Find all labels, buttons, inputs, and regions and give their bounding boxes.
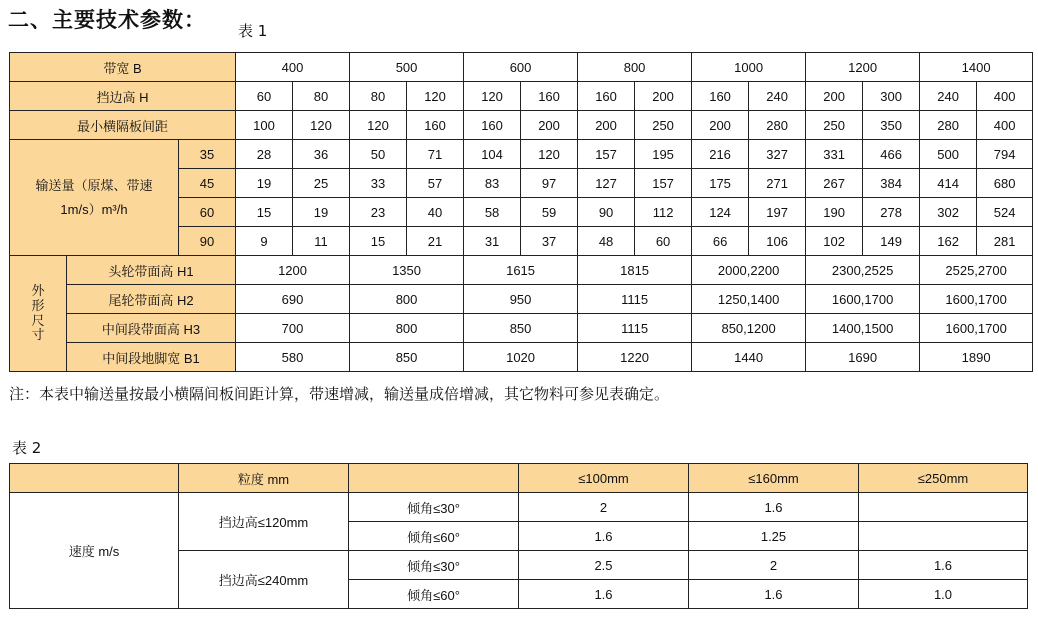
dimension-value: 800 — [350, 314, 464, 343]
capacity-value: 414 — [920, 169, 977, 198]
dimension-label: 中间段地脚宽 B1 — [67, 343, 236, 372]
dimensions-label-char: 形 — [31, 297, 45, 313]
capacity-value: 124 — [692, 198, 749, 227]
capacity-value: 48 — [578, 227, 635, 256]
dimension-value: 1890 — [920, 343, 1033, 372]
edge-height-value: 160 — [578, 82, 635, 111]
belt-width-value: 600 — [464, 53, 578, 82]
capacity-value: 120 — [521, 140, 578, 169]
capacity-value: 524 — [977, 198, 1033, 227]
min-spacing-value: 400 — [977, 111, 1033, 140]
capacity-value: 19 — [293, 198, 350, 227]
speed-value — [859, 522, 1028, 551]
dimension-value: 580 — [236, 343, 350, 372]
min-spacing-value: 250 — [806, 111, 863, 140]
dimensions-label-char: 寸 — [31, 327, 45, 343]
capacity-value: 19 — [236, 169, 293, 198]
capacity-label-line1: 输送量（原煤、带速 — [35, 178, 153, 194]
edge-height-value: 240 — [749, 82, 806, 111]
dimension-value: 1020 — [464, 343, 578, 372]
capacity-value: 216 — [692, 140, 749, 169]
capacity-angle: 90 — [179, 227, 236, 256]
dimension-value: 950 — [464, 285, 578, 314]
dimension-value: 1400,1500 — [806, 314, 920, 343]
capacity-value: 281 — [977, 227, 1033, 256]
dimension-value: 1815 — [578, 256, 692, 285]
speed-value: 1.25 — [689, 522, 859, 551]
table-row — [10, 314, 1033, 343]
capacity-value: 25 — [293, 169, 350, 198]
dimension-label: 中间段带面高 H3 — [67, 314, 236, 343]
capacity-value: 278 — [863, 198, 920, 227]
min-spacing-value: 280 — [749, 111, 806, 140]
table-row — [10, 343, 1033, 372]
capacity-value: 83 — [464, 169, 521, 198]
capacity-value: 190 — [806, 198, 863, 227]
dimension-label: 头轮带面高 H1 — [67, 256, 236, 285]
dimensions-label-char: 尺 — [31, 312, 45, 328]
header-size-col: ≤100mm — [519, 464, 689, 493]
row-label-belt-width: 带宽 B — [10, 53, 236, 82]
header-blank-cell — [349, 464, 519, 493]
capacity-value: 195 — [635, 140, 692, 169]
capacity-value: 59 — [521, 198, 578, 227]
row-label-edge-height: 挡边高 H — [10, 82, 236, 111]
capacity-value: 102 — [806, 227, 863, 256]
capacity-value: 50 — [350, 140, 407, 169]
table-row — [10, 111, 1033, 140]
belt-width-value: 1400 — [920, 53, 1033, 82]
capacity-angle: 35 — [179, 140, 236, 169]
speed-value: 1.6 — [519, 522, 689, 551]
table-row — [10, 140, 1033, 169]
capacity-value: 267 — [806, 169, 863, 198]
incline-angle: 倾角≤60° — [349, 522, 519, 551]
dimension-value: 850 — [464, 314, 578, 343]
edge-height-value: 120 — [464, 82, 521, 111]
capacity-value: 106 — [749, 227, 806, 256]
capacity-value: 104 — [464, 140, 521, 169]
capacity-value: 175 — [692, 169, 749, 198]
capacity-value: 31 — [464, 227, 521, 256]
capacity-value: 327 — [749, 140, 806, 169]
dimension-value: 1600,1700 — [920, 314, 1033, 343]
dimensions-label-char: 外 — [31, 282, 45, 298]
edge-height-value: 240 — [920, 82, 977, 111]
dimension-value: 1600,1700 — [920, 285, 1033, 314]
capacity-value: 9 — [236, 227, 293, 256]
dimension-value: 2525,2700 — [920, 256, 1033, 285]
capacity-value: 197 — [749, 198, 806, 227]
speed-value — [859, 493, 1028, 522]
incline-angle: 倾角≤60° — [349, 580, 519, 609]
dimension-value: 2300,2525 — [806, 256, 920, 285]
speed-value: 1.6 — [519, 580, 689, 609]
dimension-value: 1690 — [806, 343, 920, 372]
capacity-value: 21 — [407, 227, 464, 256]
capacity-value: 302 — [920, 198, 977, 227]
capacity-value: 37 — [521, 227, 578, 256]
capacity-value: 90 — [578, 198, 635, 227]
capacity-value: 794 — [977, 140, 1033, 169]
speed-table — [9, 463, 1028, 609]
header-blank-cell — [10, 464, 179, 493]
capacity-value: 58 — [464, 198, 521, 227]
speed-value: 1.6 — [689, 580, 859, 609]
dimension-value: 1440 — [692, 343, 806, 372]
speed-value: 1.0 — [859, 580, 1028, 609]
table-row — [10, 256, 1033, 285]
dimension-value: 1115 — [578, 314, 692, 343]
incline-angle: 倾角≤30° — [349, 551, 519, 580]
dimension-value: 800 — [350, 285, 464, 314]
dimension-value: 1600,1700 — [806, 285, 920, 314]
belt-width-value: 1000 — [692, 53, 806, 82]
edge-height-value: 160 — [692, 82, 749, 111]
edge-height-value: 200 — [806, 82, 863, 111]
speed-label: 速度 m/s — [10, 493, 179, 609]
dimension-value: 700 — [236, 314, 350, 343]
dimension-value: 1350 — [350, 256, 464, 285]
dimension-value: 690 — [236, 285, 350, 314]
capacity-value: 680 — [977, 169, 1033, 198]
capacity-value: 384 — [863, 169, 920, 198]
incline-angle: 倾角≤30° — [349, 493, 519, 522]
capacity-value: 149 — [863, 227, 920, 256]
capacity-value: 331 — [806, 140, 863, 169]
dimension-value: 1200 — [236, 256, 350, 285]
dimension-value: 1250,1400 — [692, 285, 806, 314]
capacity-value: 33 — [350, 169, 407, 198]
speed-value: 1.6 — [859, 551, 1028, 580]
edge-height-value: 80 — [350, 82, 407, 111]
min-spacing-value: 120 — [293, 111, 350, 140]
capacity-value: 127 — [578, 169, 635, 198]
capacity-angle: 60 — [179, 198, 236, 227]
capacity-value: 466 — [863, 140, 920, 169]
parameters-table — [9, 52, 1033, 372]
capacity-label-line2: 1m/s）m³/h — [60, 201, 128, 217]
speed-value: 1.6 — [689, 493, 859, 522]
min-spacing-value: 200 — [578, 111, 635, 140]
capacity-value: 162 — [920, 227, 977, 256]
min-spacing-value: 160 — [464, 111, 521, 140]
table-note: 注：本表中输送量按最小横隔间板间距计算，带速增减，输送量成倍增减，其它物料可参见表确定。 — [9, 385, 670, 403]
row-label-min-spacing: 最小横隔板间距 — [10, 111, 236, 140]
dimension-value: 1220 — [578, 343, 692, 372]
capacity-value: 15 — [350, 227, 407, 256]
min-spacing-value: 120 — [350, 111, 407, 140]
capacity-value: 60 — [635, 227, 692, 256]
dimension-value: 850,1200 — [692, 314, 806, 343]
capacity-value: 23 — [350, 198, 407, 227]
edge-height-value: 160 — [521, 82, 578, 111]
belt-width-value: 500 — [350, 53, 464, 82]
edge-height-value: 400 — [977, 82, 1033, 111]
speed-value: 2 — [519, 493, 689, 522]
dimension-value: 850 — [350, 343, 464, 372]
capacity-value: 71 — [407, 140, 464, 169]
table-row — [10, 464, 1028, 493]
capacity-value: 15 — [236, 198, 293, 227]
table-row — [10, 82, 1033, 111]
min-spacing-value: 250 — [635, 111, 692, 140]
header-size-col: ≤250mm — [859, 464, 1028, 493]
edge-height-value: 200 — [635, 82, 692, 111]
min-spacing-value: 160 — [407, 111, 464, 140]
min-spacing-value: 350 — [863, 111, 920, 140]
edge-height-group: 挡边高≤120mm — [179, 493, 349, 551]
table-row — [10, 285, 1033, 314]
min-spacing-value: 100 — [236, 111, 293, 140]
edge-height-value: 60 — [236, 82, 293, 111]
capacity-value: 11 — [293, 227, 350, 256]
capacity-value: 36 — [293, 140, 350, 169]
capacity-value: 57 — [407, 169, 464, 198]
header-size-col: ≤160mm — [689, 464, 859, 493]
belt-width-value: 400 — [236, 53, 350, 82]
table-row — [10, 53, 1033, 82]
edge-height-value: 300 — [863, 82, 920, 111]
capacity-angle: 45 — [179, 169, 236, 198]
belt-width-value: 800 — [578, 53, 692, 82]
capacity-value: 112 — [635, 198, 692, 227]
row-label-dimensions — [10, 256, 67, 372]
header-granularity: 粒度 mm — [179, 464, 349, 493]
capacity-value: 157 — [635, 169, 692, 198]
section-heading: 二、主要技术参数： — [8, 8, 206, 32]
min-spacing-value: 280 — [920, 111, 977, 140]
capacity-value: 271 — [749, 169, 806, 198]
belt-width-value: 1200 — [806, 53, 920, 82]
table1-caption: 表 1 — [238, 22, 268, 40]
table2-caption: 表 2 — [12, 439, 42, 457]
min-spacing-value: 200 — [692, 111, 749, 140]
edge-height-group: 挡边高≤240mm — [179, 551, 349, 609]
dimension-label: 尾轮带面高 H2 — [67, 285, 236, 314]
speed-value: 2 — [689, 551, 859, 580]
capacity-value: 157 — [578, 140, 635, 169]
edge-height-value: 120 — [407, 82, 464, 111]
table-row — [10, 493, 1028, 522]
capacity-value: 66 — [692, 227, 749, 256]
dimension-value: 1115 — [578, 285, 692, 314]
min-spacing-value: 200 — [521, 111, 578, 140]
capacity-value: 97 — [521, 169, 578, 198]
dimension-value: 1615 — [464, 256, 578, 285]
capacity-value: 500 — [920, 140, 977, 169]
capacity-value: 28 — [236, 140, 293, 169]
dimension-value: 2000,2200 — [692, 256, 806, 285]
speed-value: 2.5 — [519, 551, 689, 580]
row-label-capacity — [10, 140, 179, 256]
edge-height-value: 80 — [293, 82, 350, 111]
capacity-value: 40 — [407, 198, 464, 227]
